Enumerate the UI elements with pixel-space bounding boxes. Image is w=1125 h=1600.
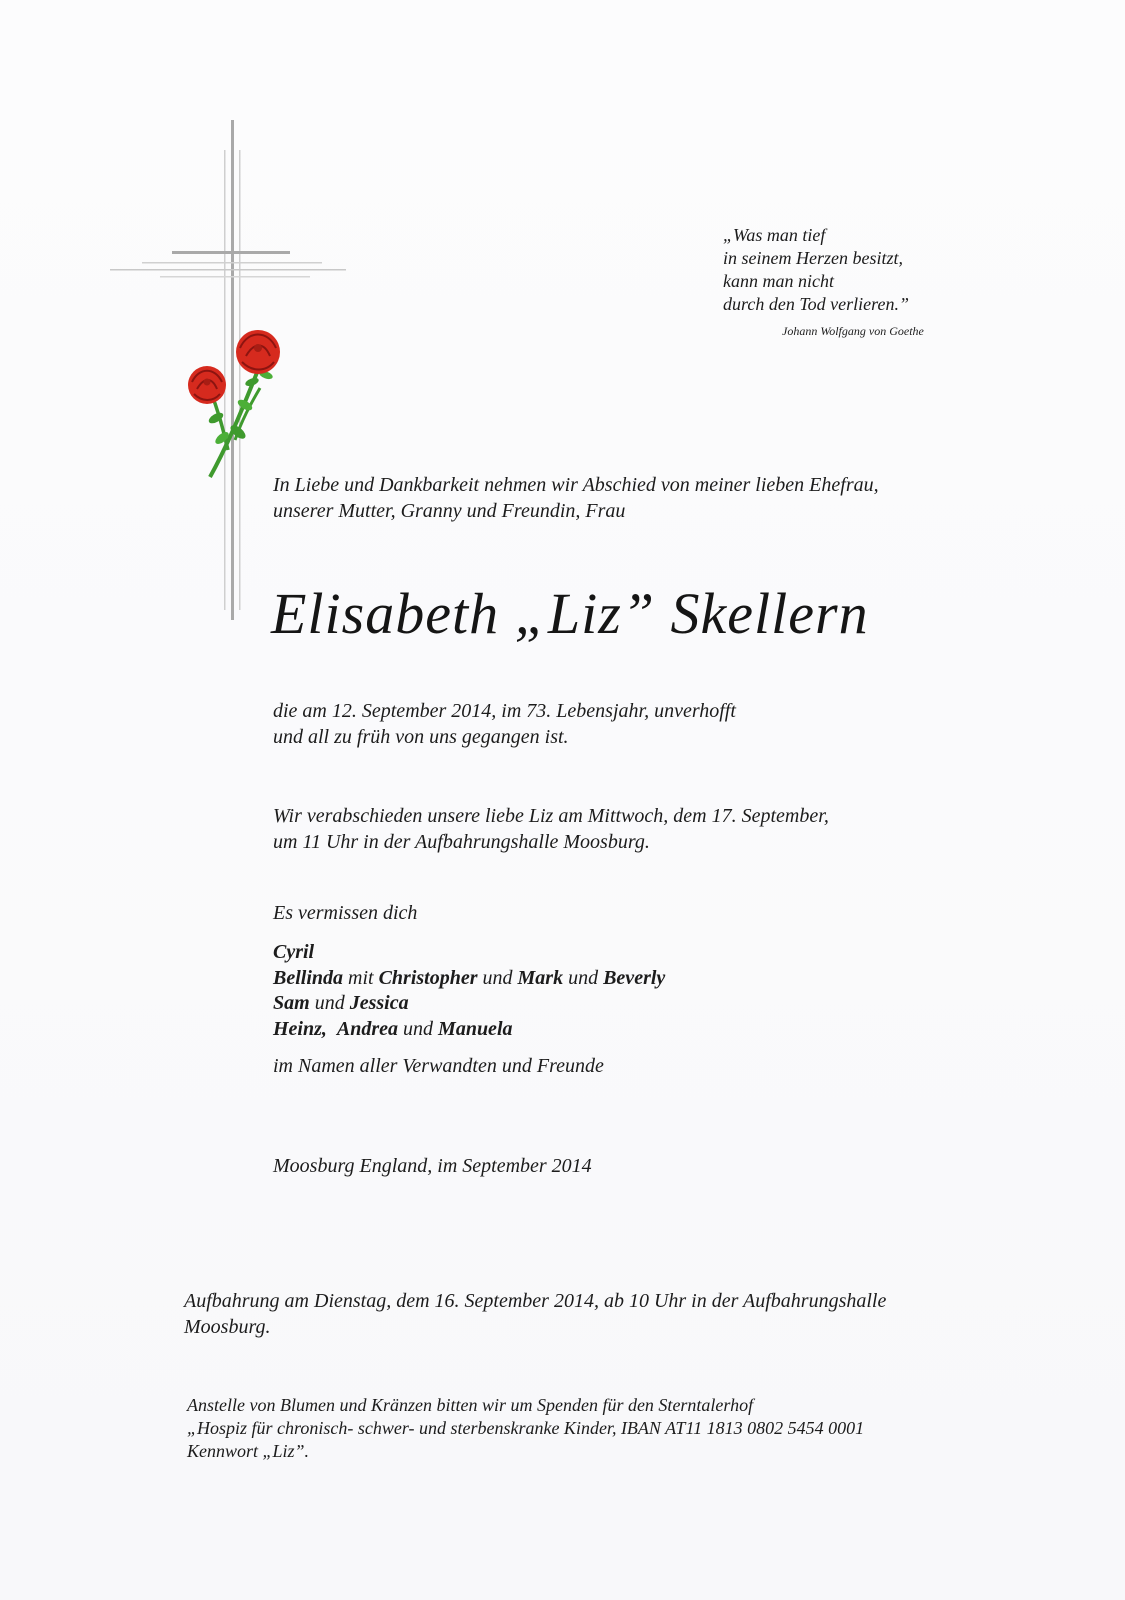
mourner-separator <box>327 1018 337 1040</box>
quote-line: kann man nicht <box>723 271 834 291</box>
relatives-line: im Namen aller Verwandten und Freunde <box>273 1055 604 1077</box>
deceased-name: Elisabeth „Liz” Skellern <box>271 581 869 646</box>
viewing-line: Aufbahrung am Dienstag, dem 16. September 2014, ab 10 Uhr in der Aufbahrungshalle <box>184 1290 887 1312</box>
quote-author: Johann Wolfgang von Goethe <box>782 324 924 338</box>
place-date: Moosburg England, im September 2014 <box>273 1155 592 1177</box>
farewell-notice <box>273 803 829 855</box>
mourner-name: Andrea <box>336 1017 399 1040</box>
mourner-name: Bellinda <box>273 966 344 989</box>
death-notice-line: die am 12. September 2014, im 73. Lebensjahr, unverhofft <box>273 700 736 722</box>
viewing-line: Moosburg. <box>184 1316 271 1338</box>
mourner-name: Manuela <box>438 1017 513 1040</box>
mourner-line <box>273 1017 665 1043</box>
mourner-conjunction: mit <box>343 966 379 989</box>
mourner-name: Beverly <box>603 966 666 989</box>
mourners-list <box>273 940 665 1042</box>
death-notice-line: und all zu früh von uns gegangen ist. <box>273 726 569 748</box>
mourner-conjunction: und <box>398 1017 439 1040</box>
quote-line: durch den Tod verlieren.” <box>723 294 909 314</box>
mourner-name: Jessica <box>349 992 409 1014</box>
quote-line: „Was man tief <box>723 225 826 245</box>
mourner-line <box>273 991 665 1017</box>
mourner-line <box>273 940 665 966</box>
farewell-line: um 11 Uhr in der Aufbahrungshalle Moosburg. <box>273 831 650 853</box>
farewell-line: Wir verabschieden unsere liebe Liz am Mittwoch, dem 17. September, <box>273 805 829 827</box>
quote-line: in seinem Herzen besitzt, <box>723 248 903 268</box>
donation-line: Kennwort „Liz”. <box>187 1441 310 1461</box>
death-notice <box>273 698 736 750</box>
viewing-notice <box>184 1288 886 1340</box>
donation-notice <box>187 1394 864 1463</box>
mourner-name: Mark <box>517 966 564 989</box>
mourner-conjunction: und <box>563 966 604 989</box>
donation-line: Anstelle von Blumen und Kränzen bitten wir um Spenden für den Sterntalerhof <box>187 1395 754 1415</box>
mourner-conjunction: und <box>477 966 518 989</box>
missed-by-heading: Es vermissen dich <box>273 902 418 924</box>
intro-line: unserer Mutter, Granny und Freundin, Frau <box>273 500 626 522</box>
mourner-name: Christopher <box>378 966 478 989</box>
cross-with-roses-icon <box>110 120 360 640</box>
mourner-name: Cyril <box>273 941 315 963</box>
donation-line: „Hospiz für chronisch- schwer- und sterbenskranke Kinder, IBAN AT11 1813 0802 5454 0001 <box>187 1418 865 1438</box>
mourner-conjunction: und <box>309 992 350 1014</box>
quote <box>723 224 909 316</box>
intro-line: In Liebe und Dankbarkeit nehmen wir Abschied von meiner lieben Ehefrau, <box>273 474 879 496</box>
mourner-name: Sam <box>273 992 310 1014</box>
intro-text <box>273 472 879 524</box>
mourner-line <box>273 966 665 992</box>
mourner-name: Heinz, <box>273 1017 327 1040</box>
